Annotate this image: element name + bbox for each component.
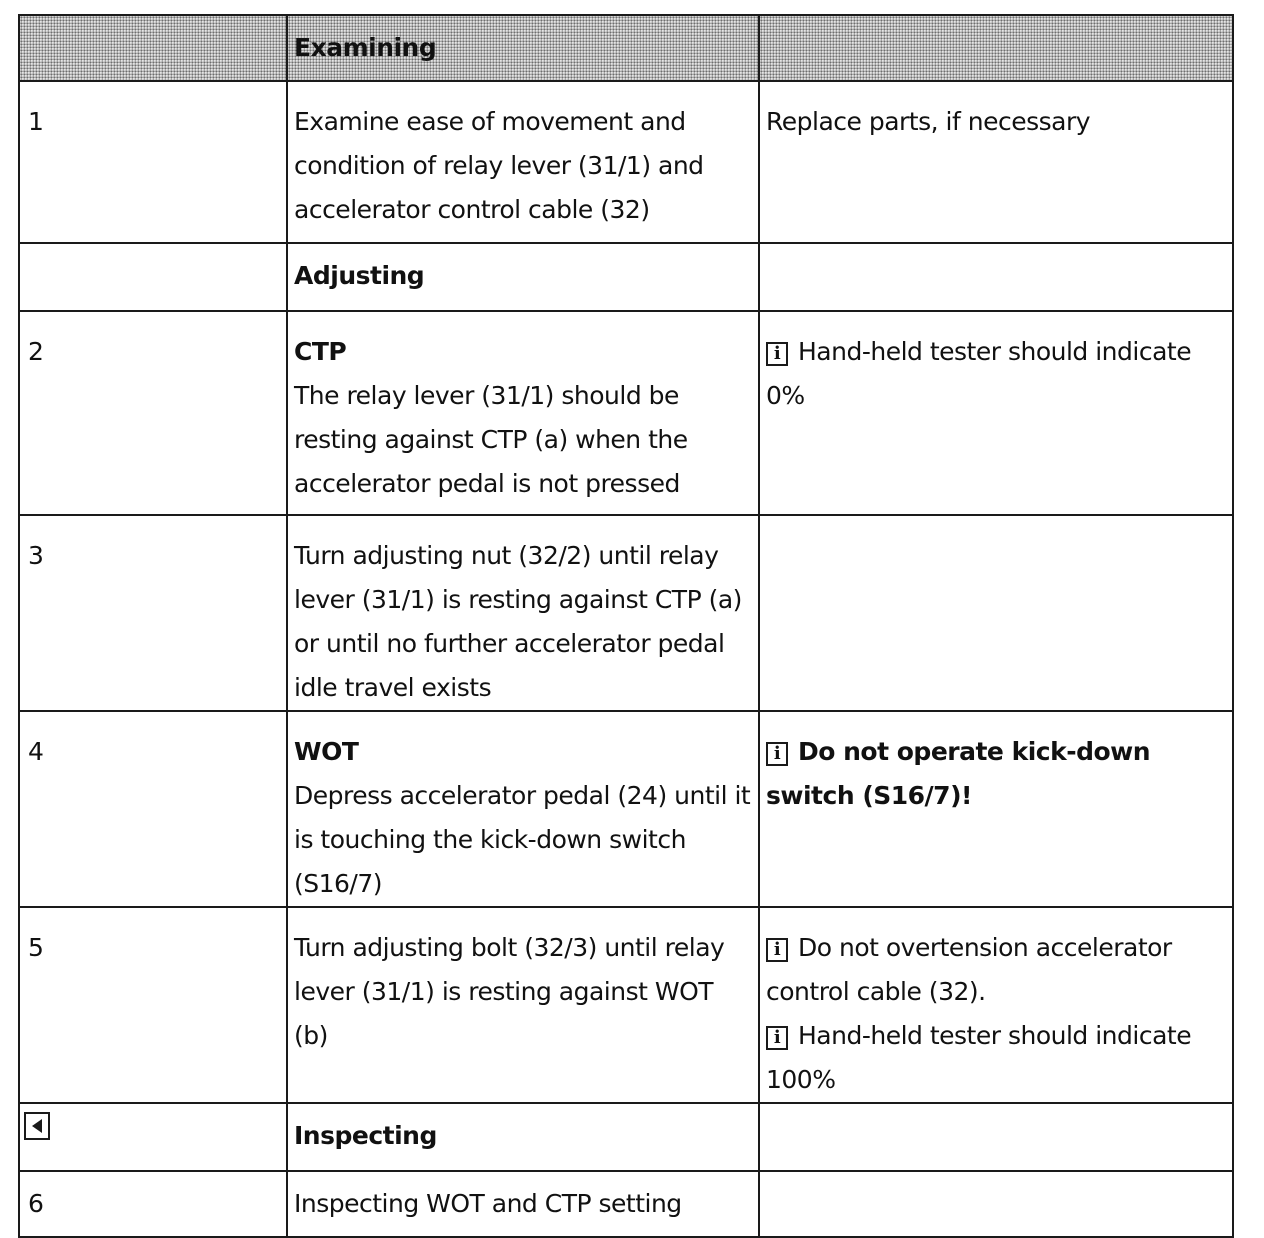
section-row [19, 243, 1233, 311]
step-note: Hand-held tester should indicate 0% [766, 337, 1192, 410]
step-heading: WOT [294, 737, 359, 766]
section-title-adjusting: Adjusting [294, 261, 425, 290]
step-heading: CTP [294, 337, 347, 366]
step-note-overtension: Do not overtension accelerator control cable (32). [766, 933, 1172, 1006]
table-row [19, 81, 1233, 243]
back-arrow-icon [24, 1112, 50, 1140]
table-row [19, 515, 1233, 711]
step-number: 4 [28, 737, 44, 766]
info-icon: i [766, 742, 788, 766]
header-row [19, 15, 1233, 81]
header-note-cell [759, 15, 1233, 81]
step-note [760, 1172, 1232, 1190]
table-row [19, 311, 1233, 515]
step-text: Inspecting WOT and CTP setting [294, 1189, 682, 1218]
step-text: Depress accelerator pedal (24) until it is touching the kick-down switch (S16/7) [294, 781, 751, 898]
header-section-cell [287, 15, 759, 81]
step-number: 1 [28, 107, 44, 136]
info-icon: i [766, 938, 788, 962]
procedure-table [18, 14, 1234, 1238]
step-number: 3 [28, 541, 44, 570]
section-row [19, 1103, 1233, 1171]
step-number: 2 [28, 337, 44, 366]
info-icon: i [766, 1026, 788, 1050]
step-number: 6 [28, 1189, 44, 1218]
table-row [19, 1171, 1233, 1237]
step-text: Turn adjusting bolt (32/3) until relay lever (31/1) is resting against WOT (b) [294, 933, 725, 1050]
step-text: Examine ease of movement and condition of relay lever (31/1) and accelerator control cable (32) [294, 107, 704, 224]
step-note: Do not operate kick-down switch (S16/7)! [766, 737, 1151, 810]
step-text: The relay lever (31/1) should be resting against CTP (a) when the accelerator pedal is not pressed [294, 381, 688, 498]
info-icon: i [766, 342, 788, 366]
step-note [760, 516, 1232, 534]
step-number: 5 [28, 933, 44, 962]
table-row [19, 711, 1233, 907]
section-title-examining: Examining [294, 33, 437, 62]
step-text: Turn adjusting nut (32/2) until relay lever (31/1) is resting against CTP (a) or until no further accelerator pedal idle travel exists [294, 541, 742, 702]
header-number-cell [19, 15, 287, 81]
step-note: Replace parts, if necessary [766, 107, 1091, 136]
table-row [19, 907, 1233, 1103]
step-note-tester: Hand-held tester should indicate 100% [766, 1021, 1192, 1094]
section-title-inspecting: Inspecting [294, 1121, 437, 1150]
